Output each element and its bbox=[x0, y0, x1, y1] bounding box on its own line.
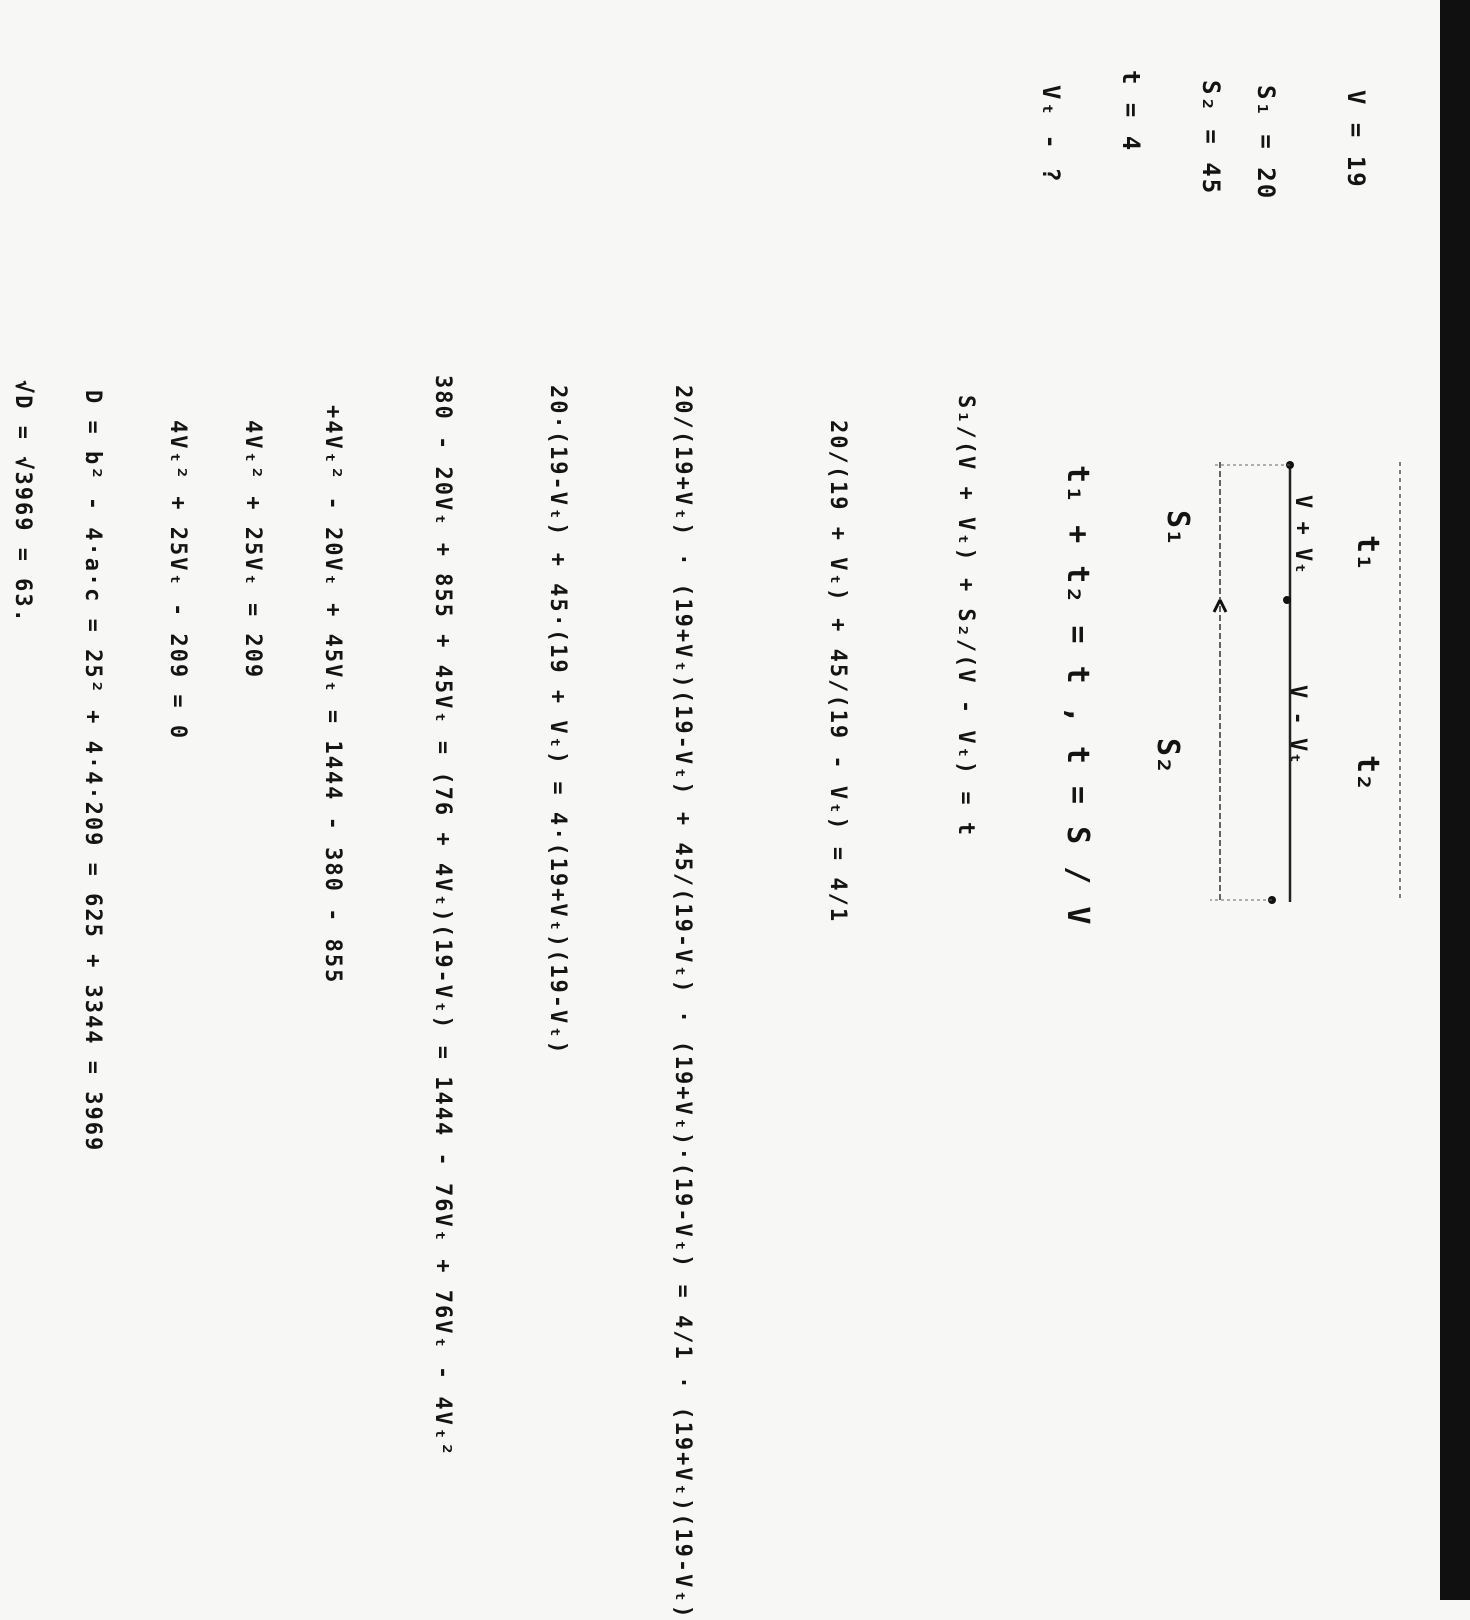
equation-7: +4Vₜ² - 20Vₜ + 45Vₜ = 1444 - 380 - 855 bbox=[320, 405, 345, 985]
equation-11: √D = √3969 = 63. bbox=[10, 380, 35, 624]
equation-1: t₁ + t₂ = t , t = S / V bbox=[1060, 465, 1095, 927]
equation-10: D = b² - 4·a·c = 25² + 4·4·209 = 625 + 3344 = 3969 bbox=[80, 390, 105, 1153]
given-t: t = 4 bbox=[1117, 70, 1145, 153]
given-s2: S₂ = 45 bbox=[1197, 80, 1225, 196]
equation-4: 20/(19+Vₜ) · (19+Vₜ)(19-Vₜ) + 45/(19-Vₜ) · (19+Vₜ)·(19-Vₜ) = 4/1 · (19+Vₜ)(19-Vₜ) bbox=[670, 385, 695, 1620]
given-s1: S₁ = 20 bbox=[1252, 85, 1280, 201]
equation-5: 20·(19-Vₜ) + 45·(19 + Vₜ) = 4·(19+Vₜ)(19-Vₜ) bbox=[545, 385, 570, 1056]
page-edge bbox=[1440, 0, 1470, 1600]
diagram-v-minus: V - Vₜ bbox=[1285, 685, 1310, 765]
diagram-t2: t₂ bbox=[1350, 755, 1385, 792]
equation-2: S₁/(V + Vₜ) + S₂/(V - Vₜ) = t bbox=[953, 395, 978, 838]
diagram-t1: t₁ bbox=[1350, 535, 1385, 572]
equation-6: 380 - 20Vₜ + 855 + 45Vₜ = (76 + 4Vₜ)(19-Vₜ) = 1444 - 76Vₜ + 76Vₜ - 4Vₜ² bbox=[430, 375, 455, 1458]
diagram-s1: S₁ bbox=[1160, 510, 1195, 547]
given-vt: Vₜ - ? bbox=[1037, 85, 1065, 184]
equation-8: 4Vₜ² + 25Vₜ = 209 bbox=[240, 420, 265, 680]
equation-9: 4Vₜ² + 25Vₜ - 209 = 0 bbox=[165, 420, 190, 741]
diagram-v-plus: V + Vₜ bbox=[1290, 495, 1315, 575]
equation-3: 20/(19 + Vₜ) + 45/(19 - Vₜ) = 4/1 bbox=[825, 420, 850, 924]
given-v: V = 19 bbox=[1342, 90, 1370, 189]
motion-diagram bbox=[1080, 0, 1440, 1000]
diagram-s2: S₂ bbox=[1150, 738, 1185, 775]
